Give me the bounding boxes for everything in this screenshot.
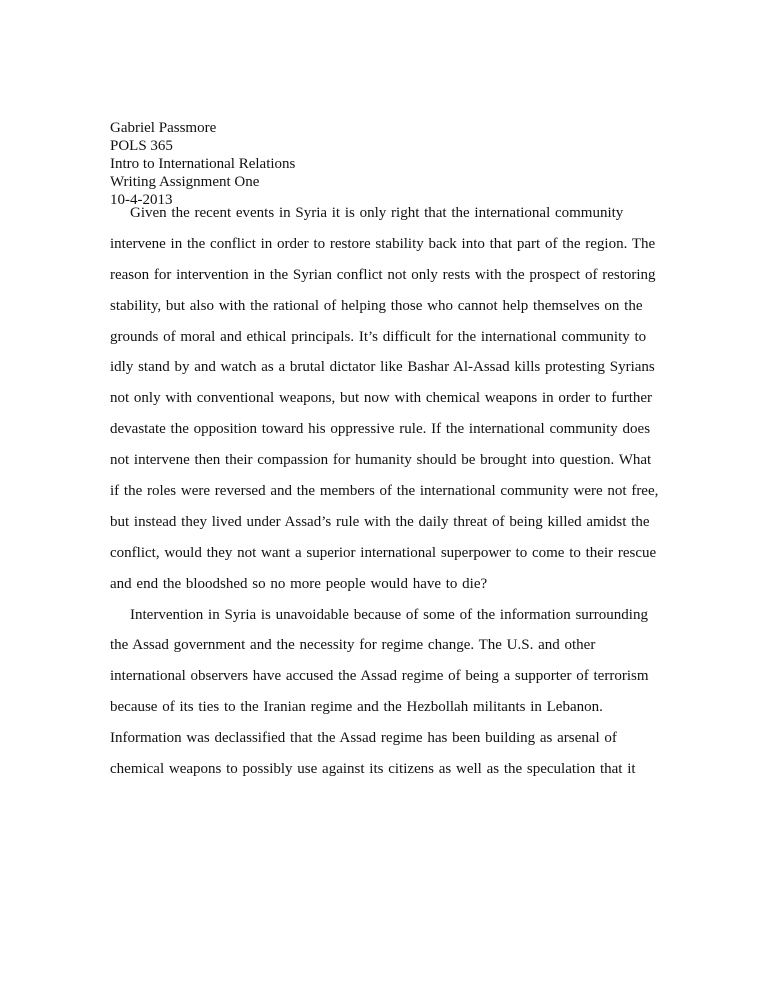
text-line: and end the bloodshed so no more people would have to die? bbox=[110, 575, 488, 592]
text-line: but instead they lived under Assad’s rule with the daily threat of being killed amidst the bbox=[110, 513, 650, 530]
text-line: if the roles were reversed and the members of the international community were not free, bbox=[110, 483, 659, 500]
text-line: the Assad government and the necessity for regime change. The U.S. and other bbox=[110, 637, 596, 654]
text-line: grounds of moral and ethical principals. It’s difficult for the international community to bbox=[110, 328, 647, 345]
date: 10-4-2013 bbox=[110, 192, 173, 208]
text-line: Intervention in Syria is unavoidable because of some of the information surrounding bbox=[130, 606, 648, 623]
text-line: Given the recent events in Syria it is only right that the international community bbox=[130, 205, 624, 221]
course-title: Intro to International Relations bbox=[110, 156, 296, 172]
text-line: intervene in the conflict in order to restore stability back into that part of the region. The bbox=[110, 235, 656, 252]
text-line: idly stand by and watch as a brutal dictator like Bashar Al-Assad kills protesting Syrians bbox=[110, 359, 655, 376]
text-line: because of its ties to the Iranian regime and the Hezbollah militants in Lebanon. bbox=[110, 699, 603, 716]
text-line: reason for intervention in the Syrian conflict not only rests with the prospect of restoring bbox=[110, 266, 656, 283]
assignment-title: Writing Assignment One bbox=[110, 174, 260, 190]
text-line: not only with conventional weapons, but now with chemical weapons in order to further bbox=[110, 390, 653, 407]
document-header bbox=[110, 119, 295, 209]
text-line: conflict, would they not want a superior international superpower to come to their rescue bbox=[110, 544, 657, 561]
course-code: POLS 365 bbox=[110, 138, 173, 154]
text-line: devastate the opposition toward his oppressive rule. If the international community does bbox=[110, 421, 651, 438]
text-line: chemical weapons to possibly use against its citizens as well as the speculation that it bbox=[110, 761, 636, 778]
text-line: not intervene then their compassion for humanity should be brought into question. What bbox=[110, 452, 652, 469]
text-line: Information was declassified that the Assad regime has been building as arsenal of bbox=[110, 730, 617, 747]
text-line: international observers have accused the Assad regime of being a supporter of terrorism bbox=[110, 668, 649, 685]
text-line: stability, but also with the rational of helping those who cannot help themselves on the bbox=[110, 297, 643, 314]
author-name: Gabriel Passmore bbox=[110, 120, 217, 136]
document-body bbox=[110, 204, 659, 791]
